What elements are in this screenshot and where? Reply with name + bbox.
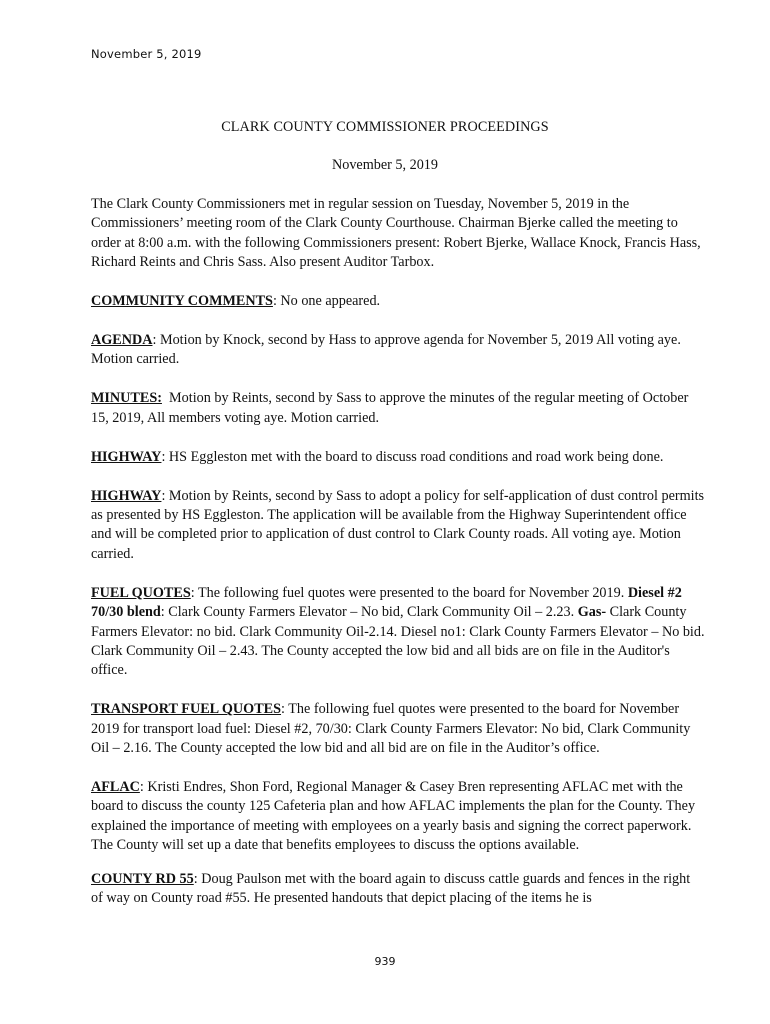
section-heading: COMMUNITY COMMENTS: [91, 293, 273, 310]
section-heading: MINUTES:: [91, 390, 162, 407]
section-text: Clark County Farmers Elevator: no bid. Clark Community Oil-2.14. Diesel no1: Clark County Farmers Elevator – No bid. Clark Community Oil – 2.43. The County accepted the low bid and all bids are on file in the Auditor's office.: [91, 604, 705, 679]
section-heading: AFLAC: [91, 778, 140, 795]
section-community-comments: [91, 292, 705, 311]
section-text: : Clark County Farmers Elevator – No bid, Clark Community Oil – 2.23.: [160, 604, 578, 621]
section-text: : Motion by Knock, second by Hass to approve agenda for November 5, 2019 All voting aye. Motion carried.: [91, 332, 681, 368]
section-text: : Kristi Endres, Shon Ford, Regional Manager & Casey Bren representing AFLAC met with the board to discuss the county 125 Cafeteria plan and how AFLAC implements the plan for the County. They explained the importance of meeting with employees on a yearly basis and signing the correct paperwork. The County will set up a date that benefits employees to discuss the options available.: [91, 778, 696, 854]
section-heading: HIGHWAY: [91, 448, 162, 465]
section-text: Motion by Reints, second by Sass to approve the minutes of the regular meeting of October 15, 2019, All members voting aye. Motion carried.: [91, 390, 692, 426]
section-text: : HS Eggleston met with the board to discuss road conditions and road work being done.: [161, 448, 664, 465]
section-aflac: [91, 778, 705, 856]
header-date: November 5, 2019: [91, 47, 202, 61]
document-title: CLARK COUNTY COMMISSIONER PROCEEDINGS: [221, 119, 549, 135]
section-text: : The following fuel quotes were presented to the board for November 2019 for transport load fuel: Diesel #2, 70/30: Clark County Farmers Elevator: No bid, Clark Community Oil – 2.16. The County accepted the low bid and all bid are on file in the Auditor’s office.: [91, 701, 691, 757]
section-highway-2: [91, 487, 705, 565]
section-heading: HIGHWAY: [91, 487, 162, 504]
section-minutes: [91, 389, 705, 428]
section-highway-1: [91, 448, 705, 467]
section-agenda: [91, 331, 705, 370]
fuel-type-label: Gas-: [577, 604, 607, 621]
section-fuel-quotes: [91, 584, 705, 681]
section-transport-fuel-quotes: [91, 700, 705, 758]
section-text: : Doug Paulson met with the board again to discuss cattle guards and fences in the right of way on County road #55. He presented handouts that depict placing of the items he is: [91, 870, 691, 906]
section-text: : No one appeared.: [272, 293, 381, 310]
section-heading: AGENDA: [91, 332, 153, 349]
section-text: : The following fuel quotes were presented to the board for November 2019.: [190, 584, 628, 601]
section-heading: FUEL QUOTES: [91, 584, 191, 601]
fuel-type-label: Diesel #2 70/30 blend: [91, 584, 682, 621]
document-date: November 5, 2019: [332, 157, 438, 173]
page-number: 939: [374, 955, 396, 968]
section-text: : Motion by Reints, second by Sass to adopt a policy for self-application of dust control permits as presented by HS Eggleston. The application will be available from the Highway Superintendent office and will be completed prior to application of dust control to Clark County roads. All voting aye. Motion carried.: [91, 487, 705, 562]
section-county-rd-55: [91, 870, 705, 909]
section-heading: TRANSPORT FUEL QUOTES: [91, 701, 282, 718]
intro-paragraph: The Clark County Commissioners met in regular session on Tuesday, November 5, 2019 in the Commissioners’ meeting room of the Clark County Courthouse. Chairman Bjerke called the meeting to order at 8:00 a.m. with the following Commissioners present: Robert Bjerke, Wallace Knock, Francis Hass, Richard Reints and Chris Sass. Also present Auditor Tarbox.: [91, 196, 701, 271]
section-heading: COUNTY RD 55: [91, 870, 194, 887]
document-body: [91, 195, 705, 928]
